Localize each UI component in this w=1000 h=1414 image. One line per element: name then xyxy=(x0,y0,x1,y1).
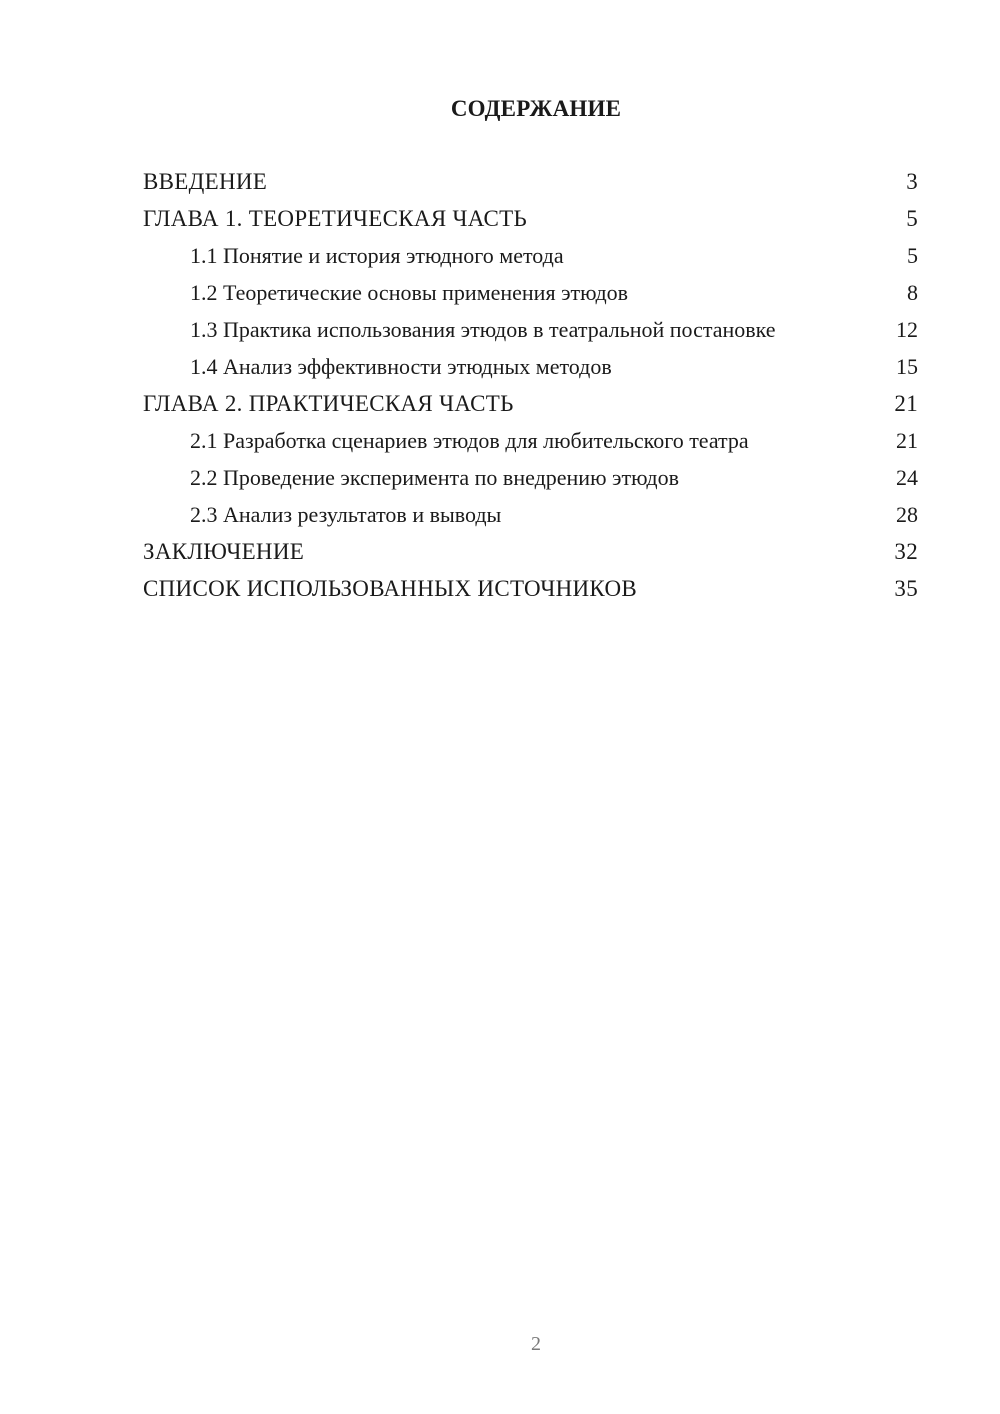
toc-entry-page: 5 xyxy=(907,243,918,268)
toc-entry-label: 1.1 Понятие и история этюдного метода xyxy=(190,243,564,268)
toc-entry-section-1-2[interactable] xyxy=(143,279,918,307)
toc-entry-label: 2.3 Анализ результатов и выводы xyxy=(190,502,502,527)
toc-entry-label: 1.2 Теоретические основы применения этюдов xyxy=(190,280,629,305)
toc-entry-label: ВВЕДЕНИЕ xyxy=(143,169,268,194)
toc-entry-chapter-2[interactable] xyxy=(143,390,918,418)
toc-entry-page: 28 xyxy=(896,502,918,527)
toc-entry-section-2-1[interactable] xyxy=(143,427,918,455)
toc-entry-page: 21 xyxy=(896,428,918,453)
toc-entry-page: 3 xyxy=(906,169,918,194)
toc-entry-label: ЗАКЛЮЧЕНИЕ xyxy=(143,539,305,564)
toc-entry-label: 2.2 Проведение эксперимента по внедрению этюдов xyxy=(190,465,679,490)
toc-entry-page: 5 xyxy=(906,206,918,231)
page-title: СОДЕРЖАНИЕ xyxy=(450,96,622,121)
toc-entry-conclusion[interactable] xyxy=(143,538,918,566)
page-number: 2 xyxy=(531,1333,541,1355)
toc-entry-page: 12 xyxy=(896,317,918,342)
toc-entry-label: ГЛАВА 2. ПРАКТИЧЕСКАЯ ЧАСТЬ xyxy=(143,391,514,416)
toc-entry-introduction[interactable] xyxy=(143,168,918,196)
toc-entry-page: 21 xyxy=(894,391,918,416)
toc-entry-page: 32 xyxy=(894,539,918,564)
toc-entry-section-1-4[interactable] xyxy=(143,353,918,381)
toc-entry-label: СПИСОК ИСПОЛЬЗОВАННЫХ ИСТОЧНИКОВ xyxy=(143,576,638,601)
toc-entry-chapter-1[interactable] xyxy=(143,205,918,233)
toc-entry-label: ГЛАВА 1. ТЕОРЕТИЧЕСКАЯ ЧАСТЬ xyxy=(143,206,528,231)
toc-entry-page: 24 xyxy=(896,465,918,490)
toc-entry-section-1-3[interactable] xyxy=(143,316,918,344)
toc-entry-section-2-2[interactable] xyxy=(143,464,918,492)
toc-entry-label: 1.4 Анализ эффективности этюдных методов xyxy=(190,354,612,379)
toc-entry-label: 1.3 Практика использования этюдов в театральной постановке xyxy=(190,317,776,342)
table-of-contents xyxy=(143,168,918,612)
toc-entry-page: 8 xyxy=(907,280,918,305)
toc-entry-page: 35 xyxy=(894,576,918,601)
toc-entry-page: 15 xyxy=(896,354,918,379)
toc-entry-section-1-1[interactable] xyxy=(143,242,918,270)
toc-entry-references[interactable] xyxy=(143,575,918,603)
toc-entry-label: 2.1 Разработка сценариев этюдов для любительского театра xyxy=(190,428,749,453)
toc-entry-section-2-3[interactable] xyxy=(143,501,918,529)
